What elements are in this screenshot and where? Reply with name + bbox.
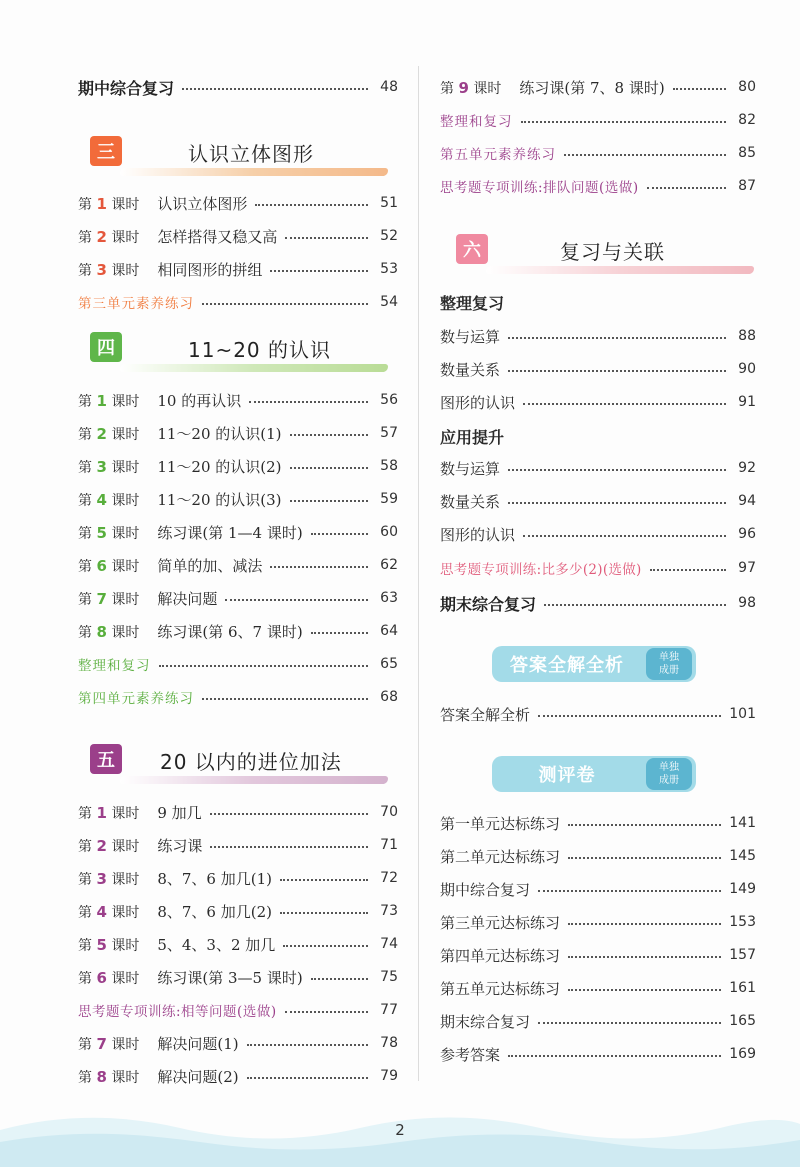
- toc-entry[interactable]: [440, 876, 756, 902]
- entry-title: 期末综合复习: [440, 1012, 531, 1031]
- dot-leader: [523, 403, 726, 405]
- entry-page: 75: [380, 969, 398, 985]
- toc-entry[interactable]: [440, 488, 756, 514]
- unit-title: 认识立体图形: [188, 142, 314, 166]
- unit-3-header: [90, 132, 390, 182]
- entry-page: 153: [729, 914, 756, 930]
- dot-leader: [673, 88, 726, 90]
- dot-leader: [538, 890, 721, 892]
- toc-entry[interactable]: [78, 898, 398, 924]
- lesson-label: 第 7 课时: [78, 1034, 140, 1053]
- entry-page: 72: [380, 870, 398, 886]
- entry-page: 96: [738, 526, 756, 542]
- entry-title: 第三单元达标练习: [440, 913, 561, 932]
- entry-page: 98: [738, 595, 756, 611]
- toc-entry[interactable]: [78, 190, 398, 216]
- dot-leader: [311, 978, 368, 980]
- dot-leader: [210, 813, 368, 815]
- lesson-title: 练习课: [157, 836, 203, 855]
- entry-page: 97: [738, 560, 756, 576]
- entry-page: 82: [738, 112, 756, 128]
- lesson-label: 第 5 课时: [78, 523, 140, 542]
- lesson-label: 第 3 课时: [78, 457, 140, 476]
- unit-badge: 三: [90, 136, 122, 166]
- entry-page: 90: [738, 361, 756, 377]
- entry-page: 145: [729, 848, 756, 864]
- entry-page: 57: [380, 425, 398, 441]
- entry-page: 74: [380, 936, 398, 952]
- entry-title: 整理和复习: [78, 658, 151, 674]
- lesson-label: 第 8 课时: [78, 622, 140, 641]
- lesson-title: 解决问题(2): [157, 1067, 239, 1086]
- entry-page: 68: [380, 689, 398, 705]
- unit-title: 20 以内的进位加法: [160, 750, 342, 774]
- entry-page: 58: [380, 458, 398, 474]
- entry-title: 期中综合复习: [78, 78, 175, 98]
- toc-entry[interactable]: [440, 74, 756, 100]
- entry-page: 169: [729, 1046, 756, 1062]
- lesson-label: 第 5 课时: [78, 935, 140, 954]
- tag-line: 成册: [659, 665, 679, 676]
- toc-entry[interactable]: [440, 843, 756, 869]
- entry-title: 第三单元素养练习: [78, 296, 194, 312]
- lesson-title: 8、7、6 加几(1): [157, 869, 272, 888]
- dot-leader: [159, 665, 369, 667]
- title-swoosh: [486, 266, 754, 274]
- lesson-label: 第 2 课时: [78, 227, 140, 246]
- toc-entry[interactable]: [78, 486, 398, 512]
- entry-title: 第四单元达标练习: [440, 946, 561, 965]
- toc-entry[interactable]: [78, 1063, 398, 1089]
- dot-leader: [647, 187, 726, 189]
- toc-entry-midterm[interactable]: [78, 74, 398, 100]
- entry-page: 73: [380, 903, 398, 919]
- dot-leader: [247, 1077, 368, 1079]
- entry-title: 数与运算: [440, 459, 501, 478]
- entry-page: 48: [380, 79, 398, 95]
- dot-leader: [508, 337, 726, 339]
- lesson-label: 第 7 课时: [78, 589, 140, 608]
- dot-leader: [290, 467, 368, 469]
- lesson-title: 解决问题(1): [157, 1034, 239, 1053]
- toc-entry[interactable]: [78, 931, 398, 957]
- entry-title: 整理和复习: [440, 114, 513, 130]
- dot-leader: [280, 912, 368, 914]
- entry-page: 157: [729, 947, 756, 963]
- entry-title: 数量关系: [440, 492, 501, 511]
- separate-volume-tag: [646, 648, 692, 680]
- dot-leader: [650, 569, 726, 571]
- lesson-label: 第 4 课时: [78, 902, 140, 921]
- unit-badge: 六: [456, 234, 488, 264]
- column-divider: [418, 66, 419, 1081]
- dot-leader: [508, 469, 726, 471]
- group-heading: 整理复习: [440, 294, 505, 313]
- toc-entry[interactable]: [440, 521, 756, 547]
- toc-entry[interactable]: [440, 1041, 756, 1067]
- title-swoosh: [120, 364, 388, 372]
- lesson-label: 第 1 课时: [78, 194, 140, 213]
- entry-title: 第五单元素养练习: [440, 147, 556, 163]
- entry-title: 思考题专项训练:比多少(2)(选做): [440, 562, 642, 578]
- dot-leader: [568, 857, 721, 859]
- dot-leader: [521, 121, 727, 123]
- unit-title: 复习与关联: [560, 240, 665, 264]
- dot-leader: [202, 698, 368, 700]
- lesson-label: 第 2 课时: [78, 836, 140, 855]
- lesson-label: 第 3 课时: [78, 260, 140, 279]
- lesson-label: 第 8 课时: [78, 1067, 140, 1086]
- lesson-title: 练习课(第 6、7 课时): [157, 622, 303, 641]
- entry-page: 51: [380, 195, 398, 211]
- dot-leader: [210, 846, 368, 848]
- unit-badge: 四: [90, 332, 122, 362]
- entry-page: 80: [738, 79, 756, 95]
- dot-leader: [538, 715, 721, 717]
- dot-leader: [508, 502, 726, 504]
- entry-title: 答案全解全析: [440, 705, 531, 724]
- lesson-title: 练习课(第 3—5 课时): [157, 968, 303, 987]
- toc-entry[interactable]: [440, 389, 756, 415]
- lesson-label: 第 4 课时: [78, 490, 140, 509]
- dot-leader: [225, 599, 368, 601]
- toc-entry[interactable]: [78, 618, 398, 644]
- entry-title: 图形的认识: [440, 393, 516, 412]
- entry-title: 第一单元达标练习: [440, 814, 561, 833]
- banner-title: 测评卷: [538, 765, 596, 786]
- entry-page: 141: [729, 815, 756, 831]
- dot-leader: [538, 1022, 721, 1024]
- entry-page: 91: [738, 394, 756, 410]
- dot-leader: [285, 1011, 368, 1013]
- toc-entry[interactable]: [440, 323, 756, 349]
- entry-page: 62: [380, 557, 398, 573]
- toc-entry-unit5-special-queue[interactable]: [440, 173, 756, 199]
- toc-entry[interactable]: [78, 519, 398, 545]
- dot-leader: [523, 535, 726, 537]
- tests-section-banner: [492, 756, 696, 792]
- dot-leader: [283, 945, 368, 947]
- page-number: 2: [395, 1121, 405, 1139]
- toc-entry[interactable]: [78, 552, 398, 578]
- toc-entry[interactable]: [78, 865, 398, 891]
- group-heading: 应用提升: [440, 428, 505, 447]
- lesson-label: 第 1 课时: [78, 391, 140, 410]
- entry-page: 88: [738, 328, 756, 344]
- dot-leader: [280, 879, 368, 881]
- dot-leader: [290, 434, 368, 436]
- entry-title: 数量关系: [440, 360, 501, 379]
- lesson-title: 解决问题: [157, 589, 218, 608]
- lesson-title: 练习课(第 7、8 课时): [519, 78, 665, 97]
- entry-page: 161: [729, 980, 756, 996]
- dot-leader: [508, 1055, 721, 1057]
- unit-6-header: [456, 230, 756, 280]
- entry-page: 63: [380, 590, 398, 606]
- lesson-label: 第 3 课时: [78, 869, 140, 888]
- lesson-title: 相同图形的拼组: [157, 260, 263, 279]
- tag-line: 成册: [659, 775, 679, 786]
- title-swoosh: [120, 776, 388, 784]
- dot-leader: [508, 370, 726, 372]
- entry-page: 94: [738, 493, 756, 509]
- toc-entry[interactable]: [440, 356, 756, 382]
- entry-title: 第五单元达标练习: [440, 979, 561, 998]
- entry-title: 图形的认识: [440, 525, 516, 544]
- toc-entry[interactable]: [78, 256, 398, 282]
- entry-page: 101: [729, 706, 756, 722]
- toc-entry[interactable]: [78, 585, 398, 611]
- entry-page: 65: [380, 656, 398, 672]
- entry-page: 71: [380, 837, 398, 853]
- entry-page: 59: [380, 491, 398, 507]
- entry-page: 85: [738, 145, 756, 161]
- entry-page: 79: [380, 1068, 398, 1084]
- dot-leader: [544, 604, 726, 606]
- entry-page: 70: [380, 804, 398, 820]
- lesson-title: 练习课(第 1—4 课时): [157, 523, 303, 542]
- lesson-title: 认识立体图形: [157, 194, 248, 213]
- entry-title: 期末综合复习: [440, 594, 537, 614]
- dot-leader: [270, 566, 368, 568]
- dot-leader: [568, 923, 721, 925]
- lesson-label: 第 1 课时: [78, 803, 140, 822]
- toc-entry[interactable]: [440, 975, 756, 1001]
- dot-leader: [564, 154, 726, 156]
- dot-leader: [568, 824, 721, 826]
- toc-entry-unit5-practice[interactable]: [440, 140, 756, 166]
- toc-entry-unit5-special[interactable]: [78, 997, 398, 1023]
- dot-leader: [568, 989, 721, 991]
- entry-title: 第二单元达标练习: [440, 847, 561, 866]
- toc-entry[interactable]: [78, 1030, 398, 1056]
- entry-page: 78: [380, 1035, 398, 1051]
- dot-leader: [311, 632, 368, 634]
- answers-section-banner: [492, 646, 696, 682]
- lesson-title: 简单的加、减法: [157, 556, 263, 575]
- dot-leader: [249, 401, 368, 403]
- unit-5-header: [90, 740, 390, 790]
- toc-entry-unit5-review[interactable]: [440, 107, 756, 133]
- lesson-title: 11～20 的认识(1): [157, 424, 282, 443]
- dot-leader: [285, 237, 368, 239]
- unit-badge: 五: [90, 744, 122, 774]
- toc-entry[interactable]: [440, 701, 756, 727]
- unit-4-header: [90, 328, 390, 378]
- lesson-title: 5、4、3、2 加几: [157, 935, 276, 954]
- toc-entry[interactable]: [78, 223, 398, 249]
- toc-entry-unit4-review[interactable]: [78, 651, 398, 677]
- separate-volume-tag: [646, 758, 692, 790]
- toc-entry[interactable]: [440, 942, 756, 968]
- toc-entry-unit3-practice[interactable]: [78, 289, 398, 315]
- entry-page: 149: [729, 881, 756, 897]
- toc-entry[interactable]: [78, 964, 398, 990]
- entry-title: 第四单元素养练习: [78, 691, 194, 707]
- tag-line: 单独: [659, 652, 679, 663]
- toc-entry[interactable]: [440, 1008, 756, 1034]
- lesson-title: 10 的再认识: [157, 391, 242, 410]
- toc-entry[interactable]: [78, 387, 398, 413]
- lesson-label: 第 9 课时: [440, 78, 502, 97]
- entry-page: 54: [380, 294, 398, 310]
- toc-entry[interactable]: [78, 420, 398, 446]
- entry-page: 92: [738, 460, 756, 476]
- entry-page: 56: [380, 392, 398, 408]
- entry-page: 77: [380, 1002, 398, 1018]
- tag-line: 单独: [659, 762, 679, 773]
- lesson-label: 第 2 课时: [78, 424, 140, 443]
- entry-page: 64: [380, 623, 398, 639]
- dot-leader: [568, 956, 721, 958]
- title-swoosh: [120, 168, 388, 176]
- toc-entry-final-review[interactable]: [440, 590, 756, 616]
- entry-title: 思考题专项训练:相等问题(选做): [78, 1004, 277, 1020]
- toc-entry[interactable]: [440, 909, 756, 935]
- entry-page: 60: [380, 524, 398, 540]
- dot-leader: [290, 500, 368, 502]
- lesson-title: 11～20 的认识(2): [157, 457, 282, 476]
- toc-entry[interactable]: [440, 810, 756, 836]
- unit-title: 11~20 的认识: [188, 338, 332, 362]
- toc-entry[interactable]: [78, 453, 398, 479]
- lesson-title: 9 加几: [157, 803, 202, 822]
- lesson-label: 第 6 课时: [78, 968, 140, 987]
- entry-page: 165: [729, 1013, 756, 1029]
- lesson-title: 怎样搭得又稳又高: [157, 227, 278, 246]
- dot-leader: [311, 533, 368, 535]
- toc-entry-unit6-special[interactable]: [440, 555, 756, 581]
- toc-entry-unit4-practice[interactable]: [78, 684, 398, 710]
- banner-title: 答案全解全析: [510, 655, 624, 676]
- entry-title: 期中综合复习: [440, 880, 531, 899]
- entry-page: 52: [380, 228, 398, 244]
- entry-title: 参考答案: [440, 1045, 501, 1064]
- dot-leader: [255, 204, 368, 206]
- dot-leader: [270, 270, 368, 272]
- entry-page: 87: [738, 178, 756, 194]
- lesson-title: 8、7、6 加几(2): [157, 902, 272, 921]
- dot-leader: [202, 303, 368, 305]
- entry-title: 数与运算: [440, 327, 501, 346]
- toc-entry[interactable]: [78, 799, 398, 825]
- lesson-label: 第 6 课时: [78, 556, 140, 575]
- toc-entry[interactable]: [78, 832, 398, 858]
- lesson-title: 11～20 的认识(3): [157, 490, 282, 509]
- dot-leader: [247, 1044, 368, 1046]
- entry-page: 53: [380, 261, 398, 277]
- entry-title: 思考题专项训练:排队问题(选做): [440, 180, 639, 196]
- toc-entry[interactable]: [440, 455, 756, 481]
- dot-leader: [182, 88, 368, 90]
